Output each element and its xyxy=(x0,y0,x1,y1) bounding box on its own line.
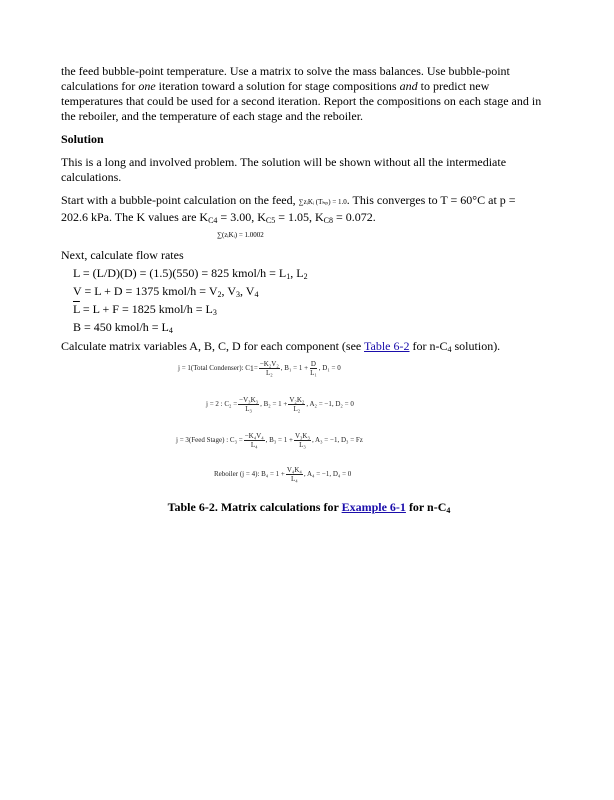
flow-l-line xyxy=(61,266,557,281)
kc4-subscript: C4 xyxy=(208,216,218,225)
flow-v-sub-1: 2 xyxy=(217,290,222,299)
row3-c-den: L₄ xyxy=(250,441,258,449)
flow-lbar-text: = L + F = 1825 kmol/h = L xyxy=(79,302,213,316)
flow-b-text: B = 450 kmol/h = L xyxy=(73,320,169,334)
intro-line-4: the reboiler, and the temperature of each stage and the reboiler. xyxy=(61,109,364,123)
row2-c-den: L₃ xyxy=(245,405,252,413)
kc5-subscript: C5 xyxy=(265,216,276,225)
flow-b-sub: 4 xyxy=(168,326,173,335)
flow-l-mid: , L xyxy=(290,266,304,280)
intro-line-2c: to predict new xyxy=(417,79,490,93)
table-6-2-link[interactable]: Table 6-2 xyxy=(364,339,410,353)
row2-b-fraction xyxy=(288,396,305,413)
row1-label: j = 1(Total Condenser): C xyxy=(178,364,250,372)
row1-b-fraction xyxy=(309,360,318,377)
bubble-text-a: Start with a bubble-point calculation on the feed, xyxy=(61,193,299,207)
row2-b: , B₂ = 1 + xyxy=(260,400,288,408)
row3-b-den: L₃ xyxy=(299,441,306,449)
kc5-value: = 1.05, K xyxy=(275,210,324,224)
bubble-check-formula: ∑(zᵢKᵢ) = 1.0002 xyxy=(217,231,264,239)
row1-eq: = xyxy=(253,364,258,372)
flow-lbar-line xyxy=(61,302,557,317)
matrix-row-feed-stage xyxy=(176,432,363,449)
matrix-row-reboiler xyxy=(214,466,351,483)
row1-b: , B₁ = 1 + xyxy=(280,364,309,372)
row4-label: Reboiler (j = 4): B₄ = 1 + xyxy=(214,470,285,478)
row1-c-fraction xyxy=(259,360,280,377)
row1-c-den: L₂ xyxy=(265,369,273,377)
flow-b-line xyxy=(61,320,557,335)
example-6-1-link[interactable]: Example 6-1 xyxy=(341,500,406,514)
solution-paragraph: This is a long and involved problem. The solution will be shown without all the intermediate calculations. xyxy=(61,155,507,184)
row1-b-den: L₁ xyxy=(310,369,317,377)
row4-d: , A₄ = −1, D₄ = 0 xyxy=(303,470,352,478)
row1-b-num: D xyxy=(310,360,316,368)
bubble-text-c: 202.6 kPa. The K values are K xyxy=(61,210,209,224)
flow-l-sub-2: 2 xyxy=(303,272,308,281)
kc4-value: = 3.00, K xyxy=(217,210,266,224)
row3-c-fraction xyxy=(244,432,265,449)
row2-c-fraction xyxy=(238,396,259,413)
matrix-intro-text-c: solution). xyxy=(451,339,501,353)
kc8-value: = 0.072. xyxy=(332,210,376,224)
row3-b-fraction xyxy=(294,432,311,449)
row3-d: , A₃ = −1, D₃ = Fz xyxy=(311,436,363,444)
intro-emphasis-and: and xyxy=(399,79,418,93)
flow-l-sub-1: 1 xyxy=(286,272,291,281)
row2-c-num: −V₃K₃ xyxy=(239,396,259,404)
table-caption xyxy=(61,500,557,515)
row4-b-num: V₄K₄ xyxy=(286,466,302,474)
matrix-row-condenser: j = 1(Total Condenser): C 1 = $\frac{\text{−K₂V₂}}{\text{L₂}}$ , B₁ = 1 + $\frac{D}{\text{L₁}}$ , D₁ = 0 xyxy=(178,360,341,377)
row1-d: , D₁ = 0 xyxy=(318,364,341,372)
intro-line-2b: iteration toward a solution for stage compositions xyxy=(155,79,400,93)
row4-b-den: L₄ xyxy=(291,475,298,483)
matrix-intro-text-a: Calculate matrix variables A, B, C, D for each component (see xyxy=(61,339,365,353)
row3-b-num: V₃K₃ xyxy=(294,432,310,440)
caption-text-a: Table 6-2. Matrix calculations for xyxy=(167,500,342,514)
intro-emphasis-one: one xyxy=(138,79,156,93)
flow-v-sub-3: 4 xyxy=(254,290,259,299)
flow-lbar-symbol: $\overline{L}$ xyxy=(73,302,80,316)
intro-paragraph xyxy=(61,64,557,124)
document-page xyxy=(61,64,557,515)
matrix-equations-figure xyxy=(178,360,418,492)
flow-v-text: V = L + D = 1375 kmol/h = V xyxy=(73,284,218,298)
row2-d: , A₂ = −1, D₂ = 0 xyxy=(306,400,354,408)
kc8-subscript: C8 xyxy=(323,216,333,225)
row3-label: j = 3(Feed Stage) : C₃ = xyxy=(176,436,243,444)
row2-b-num: V₂K₂ xyxy=(289,396,305,404)
intro-line-3: temperatures that could be used for a second iteration. Report the compositions on each stage and in xyxy=(61,94,542,108)
row2-label: j = 2 : C₂ = xyxy=(206,400,238,408)
solution-heading: Solution xyxy=(61,132,104,146)
bubble-formula: ∑zᵢKᵢ (Tₕₚ) = 1.0 xyxy=(298,198,347,206)
flow-l-text: L = (L/D)(D) = (1.5)(550) = 825 kmol/h = L xyxy=(73,266,287,280)
row2-b-den: L₂ xyxy=(293,405,301,413)
matrix-intro-text-b: for n-C xyxy=(409,339,448,353)
flow-intro: Next, calculate flow rates xyxy=(61,248,184,262)
intro-line-1: the feed bubble-point temperature. Use a matrix to solve the mass balances. Use bubble-point xyxy=(61,64,510,78)
matrix-intro xyxy=(61,339,557,354)
bubble-text-b: . This converges to T = 60°C at p = xyxy=(346,193,516,207)
row1-c-num: −K₂V₂ xyxy=(259,360,279,368)
caption-sub: 4 xyxy=(446,506,451,515)
caption-text-b: for n-C xyxy=(405,500,447,514)
flow-v-mid-1: , V xyxy=(221,284,236,298)
bubble-check-formula-line xyxy=(217,226,557,243)
flow-lbar-sub: 3 xyxy=(212,308,217,317)
row3-c-num: −K₄V₄ xyxy=(244,432,264,440)
row4-b-fraction xyxy=(286,466,303,483)
matrix-row-stage-2 xyxy=(206,396,354,413)
row3-b: , B₃ = 1 + xyxy=(265,436,293,444)
intro-line-2a: calculations for xyxy=(61,79,139,93)
flow-v-line xyxy=(61,284,557,299)
bubble-point-paragraph xyxy=(61,193,557,225)
matrix-intro-sub: 4 xyxy=(447,345,452,354)
flow-v-sub-2: 3 xyxy=(235,290,240,299)
flow-v-mid-2: , V xyxy=(239,284,255,298)
